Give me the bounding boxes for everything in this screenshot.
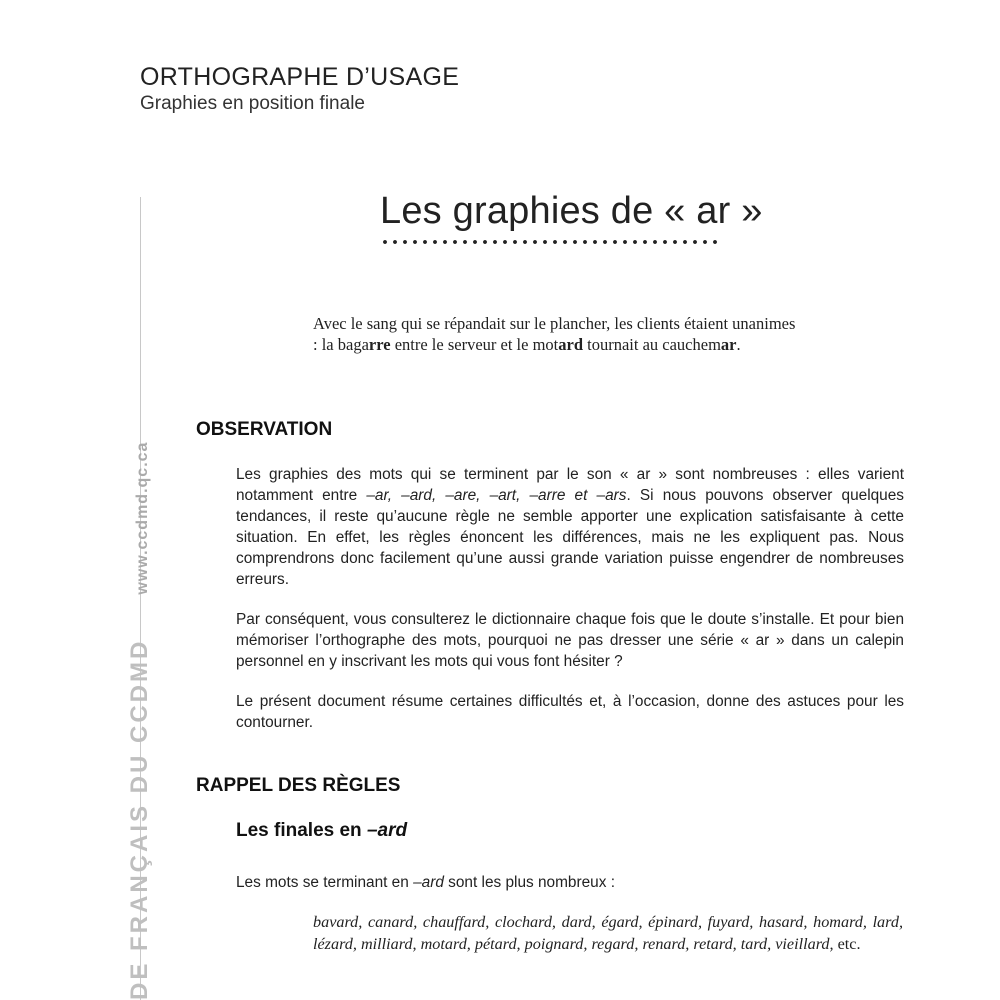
rules-subheading-italic: –ard	[366, 820, 408, 841]
intro-text-2: entre le serveur et le mot	[390, 335, 559, 354]
rules-desc-italic: –ard	[413, 874, 444, 891]
header-subtitle: Graphies en position finale	[140, 93, 365, 114]
sidebar-brand-text: DE FRANÇAIS DU CCDMD	[126, 638, 153, 1000]
header-title: ORTHOGRAPHE D’USAGE	[140, 63, 460, 91]
document-header	[140, 62, 459, 116]
intro-quote	[313, 313, 803, 355]
sidebar-url: www.ccdmd.qc.ca	[134, 441, 151, 595]
rules-desc-text-1: Les mots se terminant en	[236, 874, 414, 891]
page-title: Les graphies de « ar »	[380, 190, 763, 232]
sidebar-brand	[126, 442, 154, 1000]
observation-p1-text-1: Les graphies des mots qui se terminent par le son « ar » sont nombreuses : elles varient notamment entre	[236, 466, 904, 504]
examples-words: bavard, canard, chauffard, clochard, dard, égard, épinard, fuyard, hasard, homard, lard, lézard, milliard, motard, pétard, poignard, regard, renard, retard, tard, vieillard,	[313, 913, 903, 953]
observation-p1-text-2: . Si nous pouvons observer quelques tendances, il reste qu’aucune règle ne semble apporter une explication satisfaisante à cette situation. En effet, les règles énoncent les différences, mais ne les expliquent pas. Nous comprendrons donc facilement qu’une aussi grande variation puisse engendrer de nombreuses erreurs.	[236, 487, 904, 588]
examples-etc: etc.	[833, 935, 861, 953]
observation-p1-italic: –ar, –ard, –are, –art, –arre et –ars	[366, 487, 627, 504]
intro-bold-1: rre	[368, 335, 391, 354]
intro-text-4: .	[736, 335, 741, 354]
intro-text-1: Avec le sang qui se répandait sur le plancher, les clients étaient unanimes : la baga	[313, 314, 796, 354]
rules-desc-text-2: sont les plus nombreux :	[443, 874, 615, 891]
examples-list	[313, 911, 903, 955]
intro-text-3: tournait au cauchem	[583, 335, 721, 354]
intro-bold-2: ard	[558, 335, 584, 354]
rules-subheading	[236, 820, 407, 842]
observation-heading: OBSERVATION	[196, 419, 333, 440]
rules-heading: RAPPEL DES RÈGLES	[196, 775, 401, 796]
observation-paragraph-3: Le présent document résume certaines difficultés et, à l’occasion, donne des astuces pour les contourner.	[236, 693, 904, 731]
observation-paragraph-2: Par conséquent, vous consulterez le dictionnaire chaque fois que le doute s’installe. Et pour bien mémoriser l’orthographe des mots, pourquoi ne pas dresser une série « ar » dans un calepin personnel en y inscrivant les mots qui vous font hésiter ?	[236, 611, 904, 670]
rules-subheading-text: Les finales en	[236, 820, 367, 841]
rules-description	[236, 872, 904, 893]
observation-paragraph-1	[236, 464, 904, 590]
title-dotted-underline	[380, 236, 720, 248]
intro-bold-3: ar	[720, 335, 737, 354]
